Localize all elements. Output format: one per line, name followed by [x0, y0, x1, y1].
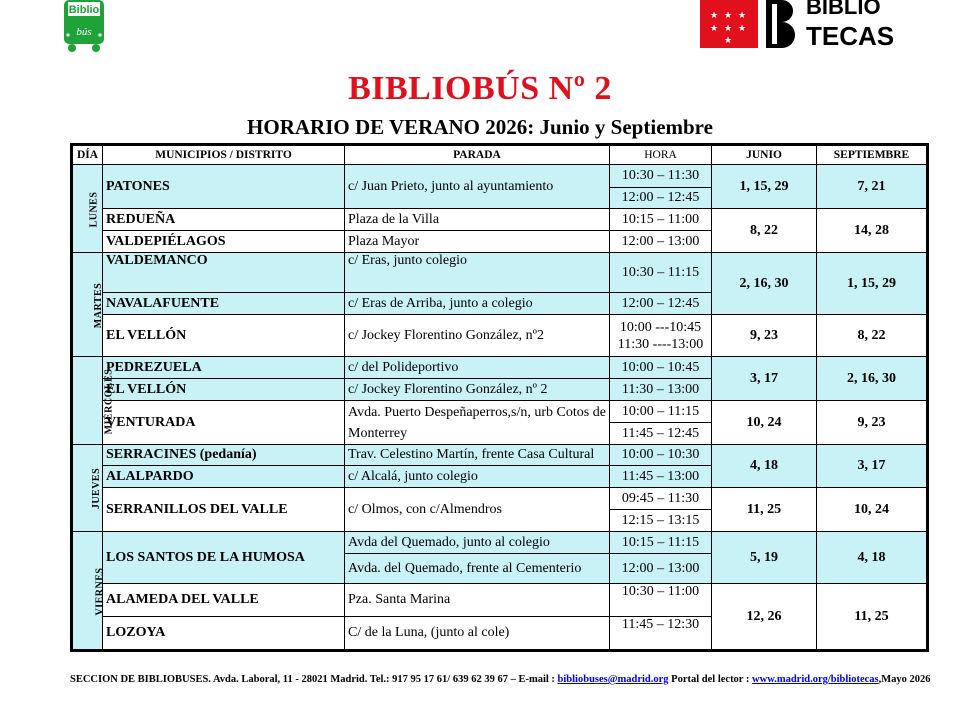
table-row — [72, 445, 928, 466]
table-row — [72, 401, 928, 423]
municipio-cell: ALAMEDA DEL VALLE — [103, 584, 345, 617]
day-jueves: JUEVES — [72, 445, 103, 532]
header-parada: PARADA — [345, 145, 610, 165]
logo-text-biblio: BIBLIO — [806, 0, 881, 19]
hora-cell: 12:00 – 13:00 — [610, 231, 712, 253]
hora-cell: 12:00 – 13:00 — [610, 554, 712, 584]
municipio-cell: VENTURADA — [103, 401, 345, 445]
day-viernes: VIERNES — [72, 532, 103, 651]
bus-logo-text-2: bús — [76, 26, 92, 38]
junio-cell: 8, 22 — [712, 209, 817, 253]
footer — [70, 674, 930, 685]
municipio-cell: REDUEÑA — [103, 209, 345, 231]
septiembre-cell: 10, 24 — [817, 488, 928, 532]
parada-cell: Plaza de la Villa — [345, 209, 610, 231]
septiembre-cell: 7, 21 — [817, 165, 928, 209]
table-row — [72, 165, 928, 188]
municipio-cell: SERRANILLOS DEL VALLE — [103, 488, 345, 532]
footer-email-link[interactable]: bibliobuses@madrid.org — [557, 674, 669, 685]
junio-cell: 2, 16, 30 — [712, 253, 817, 315]
septiembre-cell: 3, 17 — [817, 445, 928, 488]
hora-cell: 10:00 – 10:30 — [610, 445, 712, 466]
svg-text:★: ★ — [710, 11, 719, 21]
header-dia: DÍA — [72, 145, 103, 165]
schedule-table — [70, 143, 929, 652]
footer-address: SECCION DE BIBLIOBUSES. Avda. Laboral, 11 - 28021 Madrid. Tel.: 917 95 17 61/ 639 62 39 67 – E-mail : — [70, 674, 558, 685]
municipio-cell: NAVALAFUENTE — [103, 293, 345, 315]
header-row — [72, 145, 928, 165]
svg-text:★: ★ — [724, 24, 733, 34]
day-miercoles: MIÉRCOLES — [72, 357, 103, 445]
table-row — [72, 315, 928, 357]
hora-cell: 11:30 – 13:00 — [610, 379, 712, 401]
parada-cell: c/ Juan Prieto, junto al ayuntamiento — [345, 165, 610, 209]
svg-text:★: ★ — [724, 36, 733, 46]
parada-cell: c/ del Polideportivo — [345, 357, 610, 379]
table-row — [72, 209, 928, 231]
page-title: BIBLIOBÚS Nº 2 — [348, 70, 612, 107]
parada-cell: Avda. del Quemado, frente al Cementerio — [345, 554, 610, 584]
hora-cell: 12:00 – 12:45 — [610, 293, 712, 315]
svg-text:★: ★ — [738, 11, 747, 21]
municipio-cell: EL VELLÓN — [103, 379, 345, 401]
hora-cell: 11:45 – 13:00 — [610, 466, 712, 488]
hora-cell: 10:15 – 11:15 — [610, 532, 712, 554]
municipio-cell: SERRACINES (pedanía) — [103, 445, 345, 466]
septiembre-cell: 14, 28 — [817, 209, 928, 253]
septiembre-cell: 2, 16, 30 — [817, 357, 928, 401]
header-municipio: MUNICIPIOS / DISTRITO — [103, 145, 345, 165]
hora-cell: 11:45 – 12:45 — [610, 423, 712, 445]
bibliobus-logo — [62, 0, 106, 54]
parada-cell: c/ Alcalá, junto colegio — [345, 466, 610, 488]
footer-date: ,Mayo 2026 — [878, 674, 931, 685]
municipio-cell: EL VELLÓN — [103, 315, 345, 357]
septiembre-cell: 4, 18 — [817, 532, 928, 584]
table-row — [72, 584, 928, 617]
hora-cell: 12:15 – 13:15 — [610, 510, 712, 532]
hora-cell: 12:00 – 12:45 — [610, 188, 712, 209]
municipio-cell: ALALPARDO — [103, 466, 345, 488]
junio-cell: 3, 17 — [712, 357, 817, 401]
table-row — [72, 253, 928, 293]
parada-cell: C/ de la Luna, (junto al cole) — [345, 617, 610, 651]
day-lunes: LUNES — [72, 165, 103, 253]
hora-cell: 10:30 – 11:15 — [610, 253, 712, 293]
hora-cell: 10:00 – 10:45 — [610, 357, 712, 379]
comunidad-bibliotecas-logo — [700, 0, 930, 51]
table-row — [72, 532, 928, 554]
parada-cell: Avda. Puerto Despeñaperros,s/n, urb Cotos de Monterrey — [345, 401, 610, 445]
junio-cell: 5, 19 — [712, 532, 817, 584]
header-septiembre: SEPTIEMBRE — [817, 145, 928, 165]
day-martes: MARTES — [72, 253, 103, 357]
footer-portal-label: Portal del lector : — [668, 674, 753, 685]
parada-cell: c/ Olmos, con c/Almendros — [345, 488, 610, 532]
parada-cell: c/ Jockey Florentino González, nº2 — [345, 315, 610, 357]
municipio-cell: LOZOYA — [103, 617, 345, 651]
svg-text:★: ★ — [724, 11, 733, 21]
municipio-cell: PATONES — [103, 165, 345, 209]
septiembre-cell: 9, 23 — [817, 401, 928, 445]
svg-text:★: ★ — [738, 24, 747, 34]
municipio-cell: VALDEMANCO — [103, 253, 345, 293]
junio-cell: 10, 24 — [712, 401, 817, 445]
footer-portal-link[interactable]: www.madrid.org/bibliotecas — [752, 674, 879, 685]
junio-cell: 9, 23 — [712, 315, 817, 357]
page-subtitle: HORARIO DE VERANO 2026: Junio y Septiembre — [247, 115, 713, 139]
municipio-cell: VALDEPIÉLAGOS — [103, 231, 345, 253]
parada-cell: c/ Eras, junto colegio — [345, 253, 610, 293]
hora-cell: 10:15 – 11:00 — [610, 209, 712, 231]
svg-text:★: ★ — [710, 24, 719, 34]
hora-cell: 11:45 – 12:30 — [610, 617, 712, 651]
parada-cell: Plaza Mayor — [345, 231, 610, 253]
hora-cell: 10:30 – 11:00 — [610, 584, 712, 617]
municipio-cell: PEDREZUELA — [103, 357, 345, 379]
header-junio: JUNIO — [712, 145, 817, 165]
hora-cell: 10:00 – 11:15 — [610, 401, 712, 423]
table-row — [72, 488, 928, 510]
bus-logo-text-1: Biblio — [68, 4, 100, 16]
header-hora: HORA — [610, 145, 712, 165]
parada-cell: Trav. Celestino Martín, frente Casa Cultural — [345, 445, 610, 466]
parada-cell: Avda del Quemado, junto al colegio — [345, 532, 610, 554]
junio-cell: 11, 25 — [712, 488, 817, 532]
parada-cell: c/ Eras de Arriba, junto a colegio — [345, 293, 610, 315]
septiembre-cell: 8, 22 — [817, 315, 928, 357]
hora-cell: 10:30 – 11:30 — [610, 165, 712, 188]
municipio-cell: LOS SANTOS DE LA HUMOSA — [103, 532, 345, 584]
junio-cell: 1, 15, 29 — [712, 165, 817, 209]
hora-cell: 10:00 ---10:45 11:30 ----13:00 — [610, 315, 712, 357]
junio-cell: 12, 26 — [712, 584, 817, 651]
hora-cell: 09:45 – 11:30 — [610, 488, 712, 510]
table-row — [72, 357, 928, 379]
logo-text-tecas: TECAS — [806, 21, 895, 51]
parada-cell: Pza. Santa Marina — [345, 584, 610, 617]
septiembre-cell: 11, 25 — [817, 584, 928, 651]
septiembre-cell: 1, 15, 29 — [817, 253, 928, 315]
junio-cell: 4, 18 — [712, 445, 817, 488]
parada-cell: c/ Jockey Florentino González, nº 2 — [345, 379, 610, 401]
